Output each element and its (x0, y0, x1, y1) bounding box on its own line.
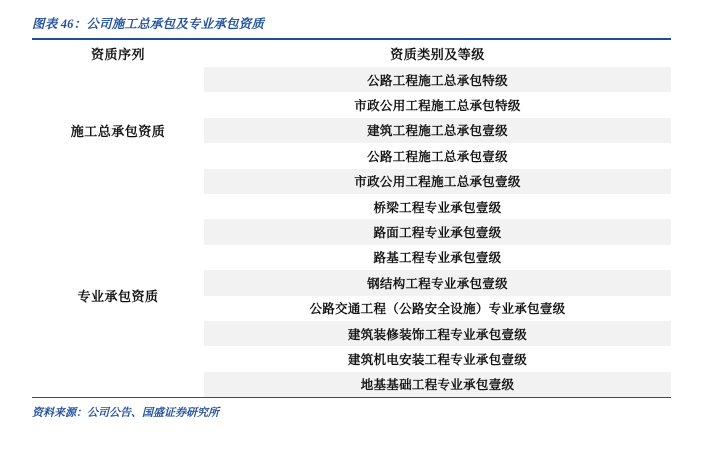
qualification-item: 建筑工程施工总承包壹级 (204, 118, 671, 143)
qualification-item: 路基工程专业承包壹级 (373, 251, 502, 266)
qualification-item: 路面工程专业承包壹级 (204, 219, 671, 244)
table-row (32, 67, 671, 92)
qualification-item: 建筑机电安装工程专业承包壹级 (347, 352, 528, 367)
table-header-row (32, 40, 671, 67)
qualification-item: 桥梁工程专业承包壹级 (373, 200, 502, 215)
page-title: 图表 46：公司施工总承包及专业承包资质 (32, 17, 265, 31)
qualification-item: 钢结构工程专业承包壹级 (204, 270, 671, 295)
source-note: 资料来源：公司公告、国盛证券研究所 (32, 407, 219, 420)
table-row (32, 194, 671, 219)
category-cell-specialty-contracting: 专业承包资质 (77, 289, 159, 305)
qualification-item: 建筑装修装饰工程专业承包壹级 (204, 321, 671, 346)
qualification-item: 市政公用工程施工总承包特级 (354, 99, 521, 114)
column-header-sequence: 资质序列 (90, 47, 145, 62)
qualification-item: 公路工程施工总承包特级 (204, 67, 671, 92)
qualification-item: 公路工程施工总承包壹级 (367, 149, 508, 164)
qualification-item: 地基基础工程专业承包壹级 (204, 372, 671, 397)
category-cell-general-contracting: 施工总承包资质 (70, 123, 166, 139)
qualification-item: 公路交通工程（公路安全设施）专业承包壹级 (309, 302, 566, 317)
qualification-item: 市政公用工程施工总承包壹级 (204, 169, 671, 194)
qualification-table (32, 40, 671, 397)
column-header-category: 资质类别及等级 (390, 47, 485, 62)
